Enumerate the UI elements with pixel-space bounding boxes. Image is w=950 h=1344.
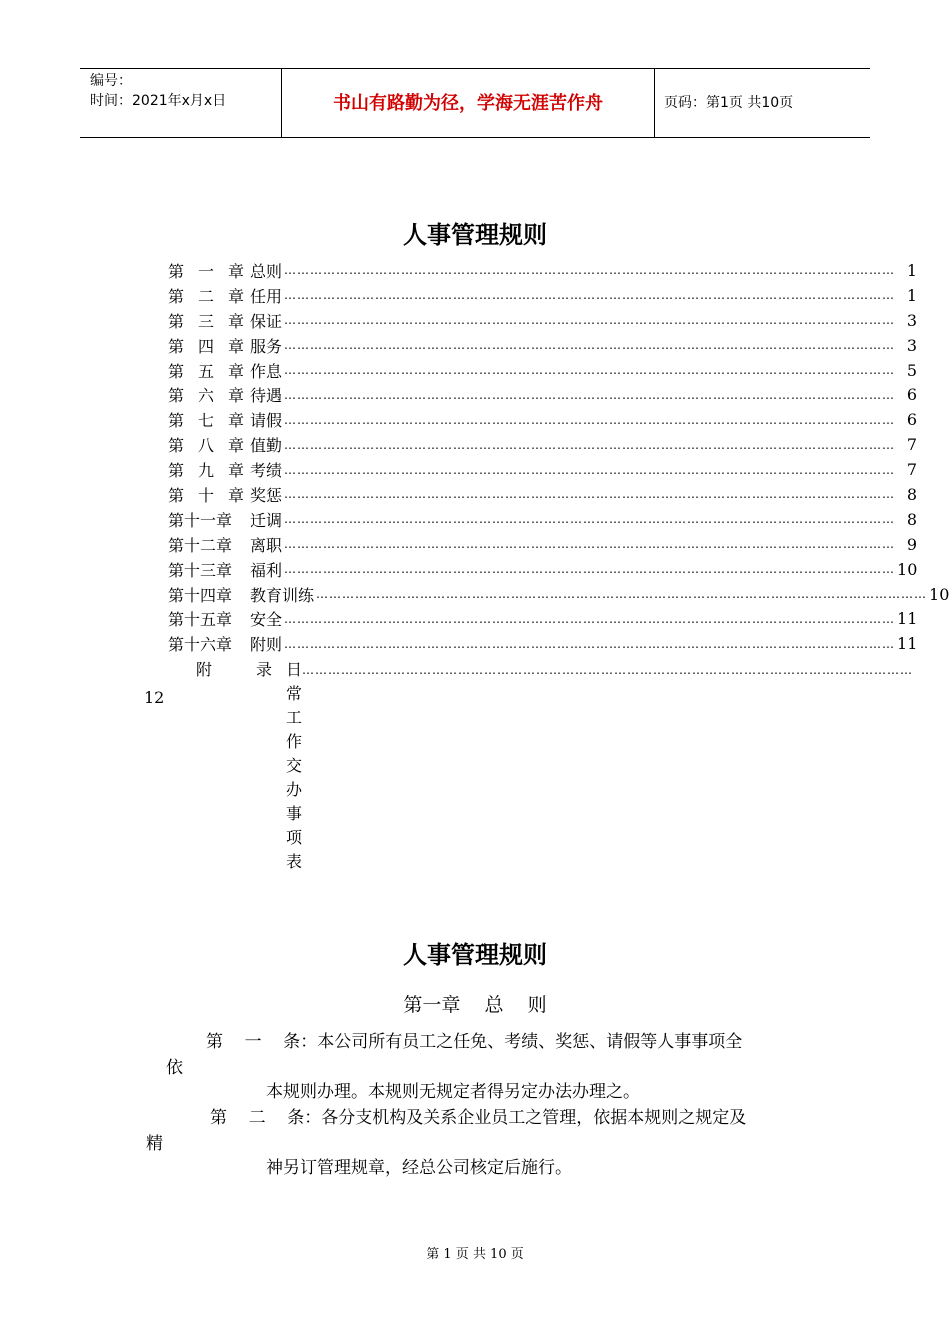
toc-chapter-number: 第十六章 — [168, 635, 233, 655]
toc-chapter-char: 章 — [227, 411, 244, 431]
toc-chapter-char: 一 — [197, 261, 214, 281]
toc-chapter-char: 第 — [168, 261, 185, 281]
toc-chapter-number: 第十五章 — [168, 610, 233, 630]
article-1-line-2: 依 — [166, 1058, 183, 1078]
toc-page-number: 1 — [906, 285, 918, 305]
toc-row — [168, 557, 918, 582]
toc-dot-leader: …………………………………………………………………………………………………………………………… — [284, 363, 896, 377]
toc-chapter-number: 第十四章 — [168, 585, 233, 605]
table-of-contents — [168, 258, 950, 656]
toc-chapter-char: 章 — [227, 286, 244, 306]
toc-chapter-number — [168, 483, 244, 506]
toc-page-number: 6 — [906, 410, 918, 430]
header-divider — [654, 69, 655, 137]
toc-page-number: 3 — [906, 335, 918, 355]
toc-row — [168, 358, 918, 383]
page-footer — [0, 1246, 950, 1264]
toc-topic: 教育训练 — [250, 585, 315, 605]
toc-chapter-char: 第 — [168, 286, 185, 306]
toc-chapter-number — [168, 284, 244, 307]
toc-dot-leader: …………………………………………………………………………………………………………………………… — [284, 462, 896, 477]
appendix-dot-leader: …………………………………………………………………………………………………………………………… — [302, 663, 914, 677]
toc-row — [168, 507, 918, 532]
header-date-label: 时间：2021年x月x日 — [90, 93, 227, 109]
toc-page-number: 5 — [906, 360, 918, 380]
toc-chapter-char: 章 — [227, 386, 244, 406]
toc-dot-leader: …………………………………………………………………………………………………………………………… — [284, 537, 896, 552]
toc-row — [168, 582, 950, 607]
toc-chapter-char: 三 — [197, 311, 214, 331]
toc-appendix-row — [196, 658, 914, 874]
toc-topic: 保证 — [250, 311, 283, 331]
toc-chapter-number — [168, 408, 244, 431]
toc-page-number: 8 — [906, 509, 918, 529]
toc-chapter-number — [168, 433, 244, 456]
toc-row — [168, 631, 918, 656]
toc-dot-leader: …………………………………………………………………………………………………………………………… — [284, 313, 896, 328]
toc-topic: 附则 — [250, 635, 283, 655]
toc-dot-leader: …………………………………………………………………………………………………………………………… — [284, 437, 896, 452]
toc-row — [168, 258, 918, 283]
toc-chapter-number: 第十二章 — [168, 535, 233, 555]
toc-dot-leader: …………………………………………………………………………………………………………………………… — [284, 487, 896, 502]
header-page-label: 页码：第1页 共10页 — [664, 95, 794, 111]
toc-chapter-char: 章 — [227, 361, 244, 381]
toc-dot-leader: …………………………………………………………………………………………………………………………… — [284, 288, 896, 303]
toc-chapter-char: 章 — [227, 436, 244, 456]
toc-row — [168, 457, 918, 482]
appendix-topic: 日常工作交办事项表 — [286, 660, 303, 871]
toc-chapter-char: 二 — [197, 286, 214, 306]
toc-page-number: 6 — [906, 385, 918, 405]
toc-row — [168, 407, 918, 432]
toc-topic: 安全 — [250, 610, 283, 630]
toc-page-number: 7 — [906, 435, 918, 455]
toc-page-number: 11 — [897, 634, 918, 654]
article-2-line-3: 神另订管理规章，经总公司核定后施行。 — [266, 1158, 572, 1178]
document-header — [80, 68, 870, 138]
toc-topic: 迁调 — [250, 510, 283, 530]
toc-topic: 任用 — [250, 286, 283, 306]
toc-row — [168, 532, 918, 557]
toc-topic: 奖惩 — [250, 485, 283, 505]
toc-row — [168, 482, 918, 507]
toc-chapter-number: 第十一章 — [168, 510, 233, 530]
article-1-line-1: 第 一 条：本公司所有员工之任免、考绩、奖惩、请假等人事事项全 — [206, 1032, 743, 1052]
toc-chapter-number — [168, 458, 244, 481]
toc-chapter-char: 章 — [227, 485, 244, 505]
toc-chapter-number — [168, 334, 244, 357]
toc-row — [168, 308, 918, 333]
header-motto: 书山有路勤为径，学海无涯苦作舟 — [333, 93, 603, 114]
toc-chapter-number — [168, 309, 244, 332]
toc-chapter-char: 第 — [168, 336, 185, 356]
toc-chapter-char: 第 — [168, 436, 185, 456]
toc-dot-leader: …………………………………………………………………………………………………………………………… — [284, 512, 896, 527]
toc-topic: 请假 — [250, 411, 283, 431]
article-2-line-1: 第 二 条：各分支机构及关系企业员工之管理，依据本规则之规定及 — [210, 1108, 747, 1128]
toc-chapter-char: 章 — [227, 461, 244, 481]
toc-topic: 值勤 — [250, 436, 283, 456]
toc-chapter-number — [168, 359, 244, 382]
body-title: 人事管理规则 — [403, 941, 547, 969]
toc-chapter-char: 第 — [168, 386, 185, 406]
toc-dot-leader: …………………………………………………………………………………………………………………………… — [284, 263, 896, 278]
appendix-label-a: 附 — [196, 660, 213, 679]
toc-dot-leader: …………………………………………………………………………………………………………………………… — [284, 611, 896, 626]
toc-page-number: 10 — [897, 559, 918, 579]
toc-topic: 总则 — [250, 261, 283, 281]
toc-dot-leader: …………………………………………………………………………………………………………………………… — [284, 387, 896, 402]
toc-topic: 服务 — [250, 336, 283, 356]
toc-chapter-number: 第十三章 — [168, 560, 233, 580]
toc-chapter-char: 八 — [197, 436, 214, 456]
toc-topic: 离职 — [250, 535, 283, 555]
toc-chapter-char: 六 — [197, 386, 214, 406]
toc-page-number: 8 — [906, 484, 918, 504]
toc-chapter-char: 九 — [197, 461, 214, 481]
chapter-heading — [0, 992, 950, 1018]
footer-page-text: 第 1 页 共 10 页 — [426, 1247, 524, 1262]
toc-chapter-char: 章 — [227, 336, 244, 356]
article-1-line-3: 本规则办理。本规则无规定者得另定办法办理之。 — [266, 1082, 640, 1102]
toc-row — [168, 283, 918, 308]
toc-chapter-char: 五 — [197, 361, 214, 381]
toc-page-number: 9 — [906, 534, 918, 554]
header-meta — [90, 71, 226, 111]
appendix-page-number: 12 — [144, 688, 165, 707]
chapter-heading-text: 第一章 总 则 — [403, 994, 547, 1016]
article-2-line-2: 精 — [146, 1134, 163, 1154]
header-number-label: 编号： — [90, 73, 132, 89]
toc-topic: 考绩 — [250, 461, 283, 481]
toc-dot-leader: …………………………………………………………………………………………………………………………… — [284, 338, 896, 353]
toc-chapter-char: 第 — [168, 461, 185, 481]
toc-topic: 福利 — [250, 560, 283, 580]
toc-page-number: 7 — [906, 460, 918, 480]
toc-row — [168, 333, 918, 358]
appendix-label-b: 录 — [256, 660, 273, 679]
toc-chapter-char: 第 — [168, 485, 185, 505]
toc-chapter-number — [168, 259, 244, 282]
toc-dot-leader: …………………………………………………………………………………………………………………………… — [316, 587, 928, 602]
toc-chapter-char: 七 — [197, 411, 214, 431]
toc-row — [168, 606, 918, 631]
toc-topic: 待遇 — [250, 386, 283, 406]
toc-dot-leader: …………………………………………………………………………………………………………………………… — [284, 412, 896, 427]
toc-row — [168, 432, 918, 457]
toc-chapter-char: 第 — [168, 311, 185, 331]
toc-dot-leader: …………………………………………………………………………………………………………………………… — [284, 562, 896, 577]
toc-chapter-number — [168, 383, 244, 406]
toc-chapter-char: 章 — [227, 261, 244, 281]
toc-topic: 作息 — [250, 361, 283, 381]
toc-title: 人事管理规则 — [403, 221, 547, 249]
toc-chapter-char: 第 — [168, 411, 185, 431]
toc-chapter-char: 章 — [227, 311, 244, 331]
toc-row — [168, 382, 918, 407]
toc-page-number: 1 — [906, 260, 918, 280]
toc-page-number: 11 — [897, 609, 918, 629]
toc-chapter-char: 十 — [197, 485, 214, 505]
toc-dot-leader: …………………………………………………………………………………………………………………………… — [284, 636, 896, 651]
toc-page-number: 10 — [929, 584, 950, 604]
toc-page-number: 3 — [906, 310, 918, 330]
toc-chapter-char: 第 — [168, 361, 185, 381]
toc-chapter-char: 四 — [197, 336, 214, 356]
